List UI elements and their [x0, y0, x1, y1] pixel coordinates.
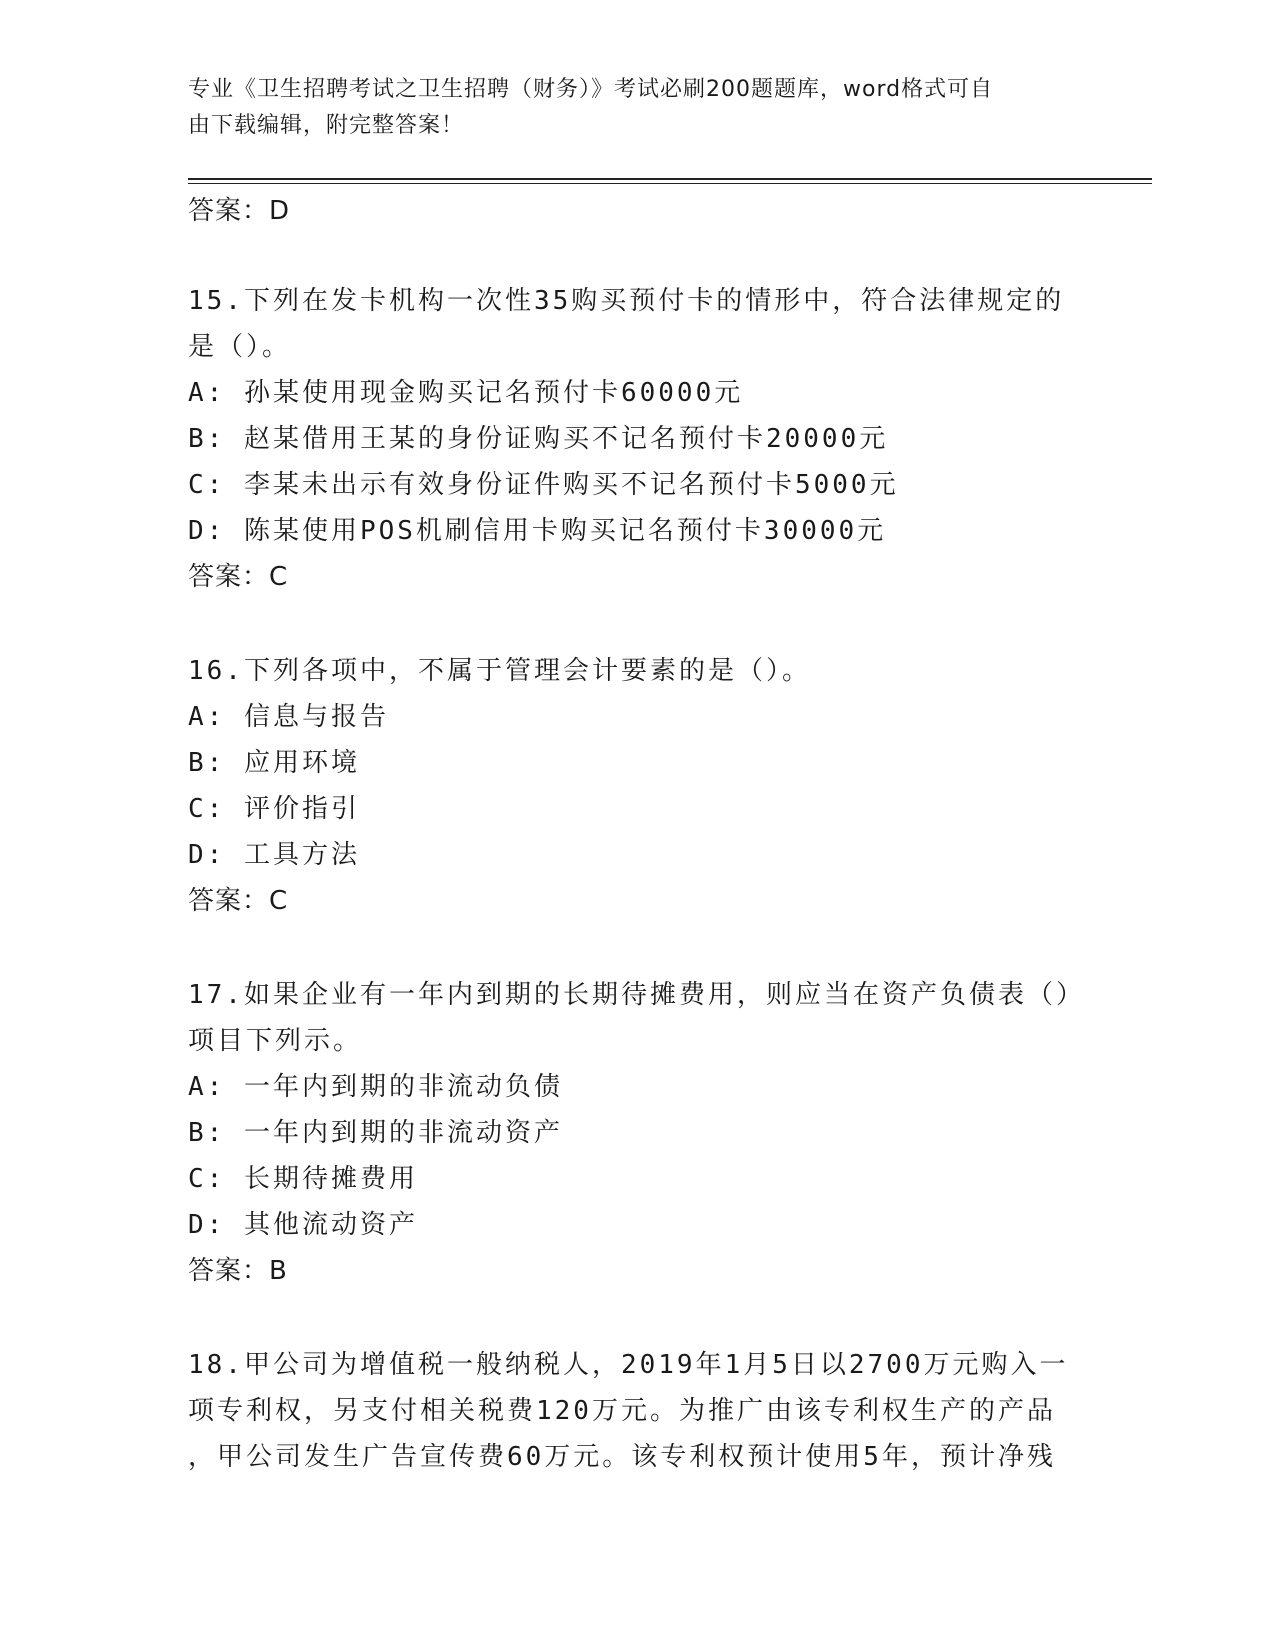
header-line: 由下载编辑，附完整答案！: [188, 113, 465, 138]
header-divider: [188, 183, 1152, 184]
question-stem: 16.下列各项中，不属于管理会计要素的是（）。: [188, 656, 811, 686]
option-d: D: 其他流动资产: [188, 1210, 418, 1240]
answer-line: 答案：D: [188, 196, 291, 226]
option-a: A: 一年内到期的非流动负债: [188, 1072, 563, 1102]
option-b: B: 应用环境: [188, 748, 360, 778]
header-divider: [188, 178, 1152, 180]
option-d: D: 陈某使用POS机刷信用卡购买记名预付卡30000元: [188, 516, 887, 546]
option-c: C: 评价指引: [188, 794, 360, 824]
document-header: [188, 72, 1068, 144]
question-17: [188, 972, 1088, 1294]
answer-line: 答案：B: [188, 1256, 288, 1286]
document-body: [188, 188, 1088, 1480]
answer-line: 答案：C: [188, 562, 289, 592]
header-line: 专业《卫生招聘考试之卫生招聘（财务）》考试必刷200题题库，word格式可自: [188, 77, 994, 102]
question-stem: 是（）。: [188, 332, 292, 362]
question-stem: 17.如果企业有一年内到期的长期待摊费用，则应当在资产负债表（）: [188, 980, 1085, 1010]
option-a: A: 孙某使用现金购买记名预付卡60000元: [188, 378, 744, 408]
question-stem: 项目下列示。: [188, 1026, 363, 1056]
option-c: C: 长期待摊费用: [188, 1164, 418, 1194]
option-a: A: 信息与报告: [188, 702, 389, 732]
question-stem: ，甲公司发生广告宣传费60万元。该专利权预计使用5年，预计净残: [188, 1442, 1056, 1472]
question-16: [188, 648, 1088, 924]
question-stem: 15.下列在发卡机构一次性35购买预付卡的情形中，符合法律规定的: [188, 286, 1065, 316]
option-b: B: 赵某借用王某的身份证购买不记名预付卡20000元: [188, 424, 889, 454]
question-18: [188, 1342, 1088, 1480]
question-15: [188, 278, 1088, 600]
question-stem: 项专利权，另支付相关税费120万元。为推广由该专利权生产的产品: [188, 1396, 1056, 1426]
question-stem: 18.甲公司为增值税一般纳税人，2019年1月5日以2700万元购入一: [188, 1350, 1069, 1380]
answer-line: 答案：C: [188, 886, 289, 916]
option-b: B: 一年内到期的非流动资产: [188, 1118, 563, 1148]
option-c: C: 李某未出示有效身份证件购买不记名预付卡5000元: [188, 470, 899, 500]
option-d: D: 工具方法: [188, 840, 360, 870]
